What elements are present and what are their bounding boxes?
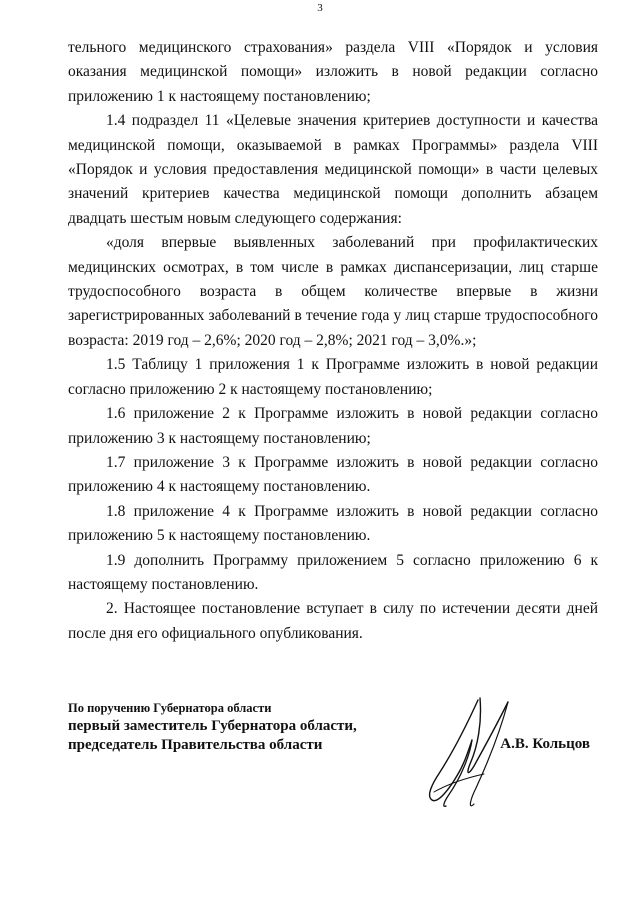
signatory-line-2: первый заместитель Губернатора области, <box>68 718 357 734</box>
paragraph-1-7: 1.7 приложение 3 к Программе изложить в новой редакции согласно приложению 4 к настоящему постановлению. <box>68 453 598 496</box>
paragraph-1-5: 1.5 Таблицу 1 приложения 1 к Программе изложить в новой редакции согласно приложению 2 к настоящему постановлению; <box>68 356 598 398</box>
paragraph-1-6: 1.6 приложение 2 к Программе изложить в новой редакции согласно приложению 3 к настоящему постановлению; <box>68 405 598 447</box>
signature-block <box>68 700 598 820</box>
paragraph-1-8: 1.8 приложение 4 к Программе изложить в новой редакции согласно приложению 5 к настоящему постановлению. <box>68 502 598 545</box>
paragraph-2: 2. Настоящее постановление вступает в силу по истечении десяти дней после дня его официального опубликования. <box>68 600 598 642</box>
document-body <box>68 36 598 646</box>
paragraph-1-4: 1.4 подраздел 11 «Целевые значения критериев доступности и качества медицинской помощи, оказываемой в рамках Программы» раздела VIII «Порядок и условия предоставления медицинской помощи» в части целевых значений критериев качества медицинской помощи дополнить абзацем двадцать шестым новым следующего содержания: <box>68 112 598 227</box>
page-number: 3 <box>317 2 323 14</box>
signatory-title <box>68 700 357 755</box>
paragraph-continuation: тельного медицинского страхования» раздела VIII «Порядок и условия оказания медицинской помощи» изложить в новой редакции согласно приложению 1 к настоящему постановлению; <box>68 39 598 105</box>
signatory-line-3: председатель Правительства области <box>68 737 323 753</box>
paragraph-quote: «доля впервые выявленных заболеваний при профилактических медицинских осмотрах, в том числе в рамках диспансеризации, лиц старше трудоспособного возраста в общем количестве впервые в жизни зарегистрированных заболеваний в течение года у лиц старше трудоспособного возраста: 2019 год – 2,6%; 2020 год – 2,8%; 2021 год – 3,0%.»; <box>68 234 598 349</box>
signatory-line-1: По поручению Губернатора области <box>68 701 272 715</box>
signatory-name: А.В. Кольцов <box>500 736 590 752</box>
handwritten-signature <box>418 692 528 817</box>
paragraph-1-9: 1.9 дополнить Программу приложением 5 согласно приложению 6 к настоящему постановлению. <box>68 551 598 593</box>
